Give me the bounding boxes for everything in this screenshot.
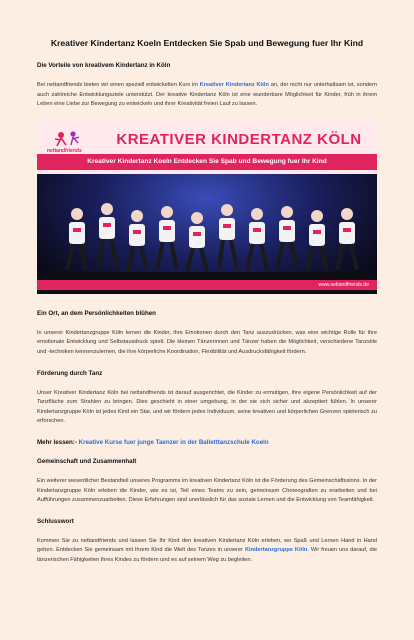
- logo-text: nettandfriends: [47, 147, 82, 154]
- read-more-label: Mehr lessen:-: [37, 438, 79, 446]
- intro-text-before: Bei nettandfriends bieten wir einen speziell entwickelten Kurs im: [37, 82, 200, 88]
- section-heading-1: Ein Ort, an dem Persönlichkeiten blühen: [37, 309, 156, 317]
- dancers-illustration: [37, 174, 377, 294]
- kindertanzgruppe-link[interactable]: Kindertanzgruppe Köln: [245, 547, 308, 554]
- section-paragraph-2: Unser Kreativer Kindertanz Köln bei nettandfriends ist darauf ausgerichtet, die Kinder zu ermutigen, ihre eigene Persönlichkeit auf der Tanzfläche zum Strahlen zu bringen. Dies geschieht in einer umgebung, in der sie sich sicher und akzeptiert fühlen. In unserer Kindertanzgruppe Köln ist jedes Kind ein Star, und wir fördern jedes Individuum, seine kreativen und körperlichen Grenzen spielerisch zu erforschen.: [37, 389, 377, 425]
- banner-image: [37, 122, 377, 294]
- read-more-link[interactable]: Kreative Kurse fuer junge Taenzer in der Balletttanzschule Koeln: [78, 438, 269, 446]
- read-more-line: [37, 439, 377, 446]
- community-heading: Gemeinschaft und Zusammenhalt: [37, 457, 137, 465]
- community-paragraph: Ein weiterer wesentlicher Bestandteil unseres Programms im kreativen Kindertanz Köln ist die Förderung des Gemeinschaftssinns. In der Kindertanzgruppe Köln erleben die Kinder, wie es ist, Teil eines Teams zu sein, gemeinsam Choreografien zu erarbeiten und bei Aufführungen zusammenzuarbeiten. Diese Erfahrungen sind unerlässlich für das soziale Lernen und die Entwicklung von Teamfähigkeit.: [37, 477, 377, 504]
- kindertanz-link[interactable]: Kreativer Kindertanz Köln: [199, 82, 269, 88]
- intro-heading: Die Vorteile von kreativem Kindertanz in Köln: [37, 62, 171, 69]
- page-title: Kreativer Kindertanz Koeln Entdecken Sie Spab und Bewegung fuer Ihr Kind: [50, 38, 364, 48]
- section-heading-2: Förderung durch Tanz: [37, 369, 103, 377]
- nettandfriends-logo: [45, 128, 95, 154]
- closing-text-before: Kommen Sie zu nettandfriends und lassen Sie Ihr Kind den kreativen Kindertanz Köln erleben, wo Spaß und Lernen Hand in Hand gehen. Entdecken Sie gemeinsam mit Ihrem Kind die Welt des Tanzes in unserer: [37, 537, 377, 554]
- closing-text-after: . Wir freuen uns darauf, die tänzerischen Fähigkeiten Ihres Kindes zu fördern und es auf seinem Weg zu begleiten.: [37, 547, 377, 563]
- intro-text-after: an, der nicht nur unterhaltsam ist, sondern auch zahlreiche Entwicklungsziele unterstützt. Der kreative Kindertanz Köln ist eine wunderbare Möglichkeit für Kinder, früh in ihrem Leben eine Liebe zur Bewegung zu entwickeln und ihrer Kreativität freien Lauf zu lassen.: [37, 82, 377, 108]
- banner-title: KREATIVER KINDERTANZ KÖLN: [116, 130, 362, 148]
- banner-url: www.nettandfriends.de: [318, 281, 369, 288]
- banner-subtitle: Kreativer Kindertanz Koeln Entdecken Sie Spab und Bewegung fuer Ihr Kind: [37, 154, 377, 170]
- dancers-photo: [37, 174, 377, 294]
- closing-heading: Schlusswort: [37, 517, 74, 525]
- intro-paragraph: [37, 81, 377, 110]
- closing-paragraph: [37, 537, 377, 566]
- section-paragraph-1: In unserer Kindertanzgruppe Köln lernen die Kinder, ihre Emotionen durch den Tanz auszudrücken, was eine wichtige Rolle für ihre emotionale Entwicklung und Selbstausdruck spielt. Die kleinen Tänzerinnen und Tänzer haben die Möglichkeit, verschiedene Tanzstile und -techniken kennenzulernen, die ihre körperliche Koordination, Flexibilität und Ausdrucksfähigkeit fördern.: [37, 329, 377, 355]
